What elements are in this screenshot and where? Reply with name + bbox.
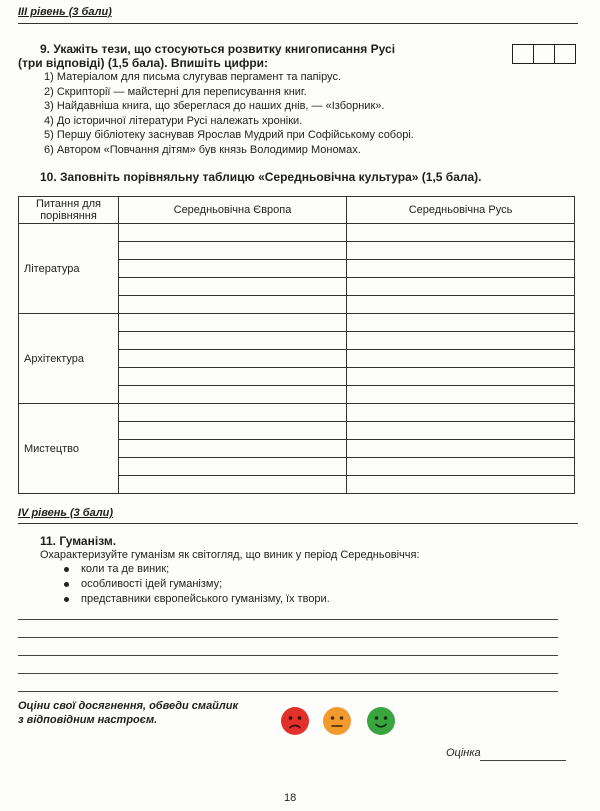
table-cell[interactable] [119,476,347,494]
q9-statement-list [44,70,414,157]
q11-title: 11. Гуманізм. [40,534,117,548]
header-europe: Середньовічна Європа [119,197,347,224]
bullet-text: представники європейського гуманізму, їх твори. [81,593,330,605]
level-4-heading: IV рівень (3 бали) [18,507,114,519]
answer-box[interactable] [513,45,534,63]
table-cell[interactable] [347,386,575,404]
table-cell[interactable] [119,368,347,386]
happy-smiley-icon[interactable] [366,706,396,736]
bullet-text: коли та де виник; [81,563,170,575]
answer-line[interactable] [18,619,558,620]
self-assessment-instruction [18,699,238,727]
page-number: 18 [284,792,297,804]
neutral-smiley-icon[interactable] [322,706,352,736]
q9-title-line2: (три відповіді) (1,5 бала). Впишіть цифри: [18,56,269,70]
table-cell[interactable] [119,224,347,242]
list-item [64,562,330,577]
answer-box[interactable] [555,45,575,63]
level-4-rule [18,523,578,524]
q10-title: 10. Заповніть порівняльну таблицю «Середньовічна культура» (1,5 бала). [40,170,482,184]
bullet-icon [64,582,69,587]
q9-statement: 4) До історичної літератури Русі належать хроніки. [44,114,303,127]
q9-statement: 6) Автором «Повчання дітям» був князь Володимир Мономах. [44,143,361,156]
answer-line[interactable] [18,655,558,656]
table-row [19,404,575,422]
table-cell[interactable] [347,368,575,386]
table-cell[interactable] [119,296,347,314]
table-cell[interactable] [119,350,347,368]
row-label-literature: Література [19,224,119,314]
q9-statement: 5) Першу бібліотеку заснував Ярослав Мудрий при Софійському соборі. [44,129,414,141]
q9-title-line1: 9. Укажіть тези, що стосуються розвитку книгописання Русі [40,42,396,56]
table-cell[interactable] [119,440,347,458]
q9-statement: 3) Найдавніша книга, що збереглася до наших днів, — «Ізборник». [44,100,385,112]
table-cell[interactable] [119,458,347,476]
row-label-architecture: Архітектура [19,314,119,404]
bullet-icon [64,567,69,572]
table-cell[interactable] [347,242,575,260]
table-cell[interactable] [119,278,347,296]
table-cell[interactable] [347,224,575,242]
list-item [64,577,330,592]
table-cell[interactable] [347,332,575,350]
comparison-table [18,196,575,494]
table-cell[interactable] [119,332,347,350]
table-row [19,314,575,332]
table-cell[interactable] [119,386,347,404]
header-criteria: Питання для порівняння [19,197,119,224]
row-label-art: Мистецтво [19,404,119,494]
q9-answer-boxes [512,44,576,64]
level-3-heading: ІІІ рівень (3 бали) [18,6,112,18]
level-3-rule [18,23,578,24]
self-assessment-line2: з відповідним настроєм. [18,714,158,726]
table-cell[interactable] [119,260,347,278]
grade-line[interactable] [480,760,566,761]
answer-box[interactable] [534,45,555,63]
answer-line[interactable] [18,691,558,692]
table-cell[interactable] [347,260,575,278]
grade-label: Оцінка [446,747,481,759]
table-cell[interactable] [119,422,347,440]
bullet-icon [64,597,69,602]
table-cell[interactable] [347,278,575,296]
header-rus: Середньовічна Русь [347,197,575,224]
q11-bullet-list [64,562,330,607]
answer-line[interactable] [18,637,558,638]
q9-statement: 2) Скрипторії — майстерні для переписування книг. [44,85,307,98]
table-cell[interactable] [347,458,575,476]
table-cell[interactable] [347,404,575,422]
q11-prompt: Охарактеризуйте гуманізм як світогляд, що виник у період Середньовіччя: [40,549,420,561]
table-header-row [19,197,575,224]
table-cell[interactable] [119,314,347,332]
table-row [19,224,575,242]
table-cell[interactable] [119,242,347,260]
q9-statement: 1) Матеріалом для письма слугував пергамент та папірус. [44,71,341,83]
table-cell[interactable] [347,440,575,458]
table-cell[interactable] [347,350,575,368]
self-assessment-line1: Оціни свої досягнення, обведи смайлик [18,700,239,712]
answer-line[interactable] [18,673,558,674]
table-cell[interactable] [347,296,575,314]
bullet-text: особливості ідей гуманізму; [81,578,223,590]
list-item [64,592,330,607]
table-cell[interactable] [347,314,575,332]
table-cell[interactable] [347,422,575,440]
sad-smiley-icon[interactable] [280,706,310,736]
table-cell[interactable] [119,404,347,422]
table-cell[interactable] [347,476,575,494]
